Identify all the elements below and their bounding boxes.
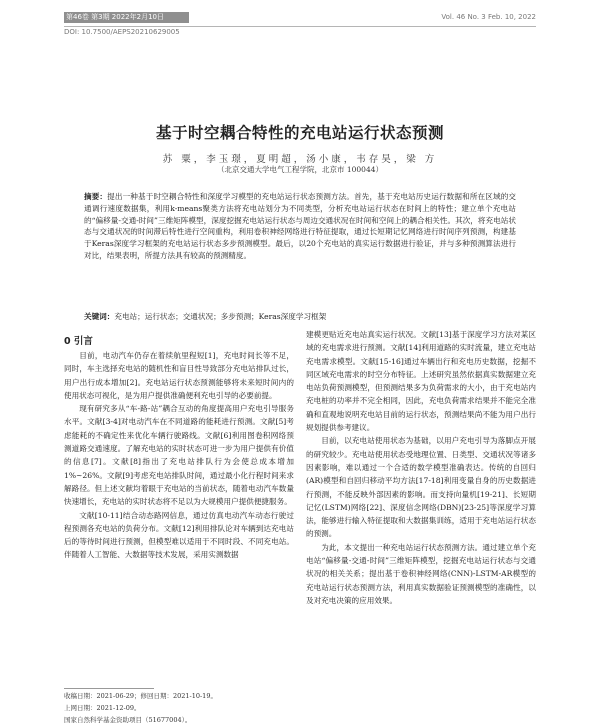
right-column: [306, 328, 536, 607]
header-volume-en: Vol. 46 No. 3 Feb. 10, 2022: [441, 13, 536, 21]
footnote-online: 上网日期：2021-12-09。: [64, 704, 141, 712]
keywords-text: 充电站；运行状态；交通状况；多步预测；Keras深度学习框架: [114, 312, 327, 321]
paragraph: 目前，以充电站使用状态为基础，以用户充电引导为落脚点开展的研究较少。充电站使用状态受地理位置、日类型、交通状况等诸多因素影响，难以通过一个合适的数学模型准确表达。传统的自回归(AR)模型和自回归移动平均方法[17-18]利用变量自身的历史数据进行预测，不能反映外部因素的影响。而支持向量机[19-21]、长短期记忆(LSTM)网络[22]、深度信念网络(DBN)[23-25]等深度学习算法，能够进行输入特征提取和大数据集训练，适用于充电站运行状态的预测。: [306, 436, 536, 539]
running-header: [0, 0, 600, 28]
paragraph: 为此，本文提出一种充电站运行状态预测方法。通过建立单个充电站“偏移量-交通-时间”三维矩阵模型，挖掘充电站运行状态与交通状况的相关关系；提出基于卷积神经网络(CNN)-LSTM-AR模型的充电站运行状态预测方法，利用真实数据验证预测模型的准确性，以及对充电决策的应用效果。: [306, 542, 536, 605]
keywords-label: 关键词：: [84, 312, 115, 321]
doi[interactable]: DOI: 10.7500/AEPS20210629005: [64, 28, 180, 36]
paper-title: 基于时空耦合特性的充电站运行状态预测: [155, 124, 444, 142]
footnote-funding: 国家自然科学基金资助项目（51677004）。: [64, 716, 192, 724]
left-column: [64, 349, 294, 562]
footnote-received: 收稿日期：2021-06-29；修回日期：2021-10-19。: [64, 692, 217, 700]
section-heading: 0 引言: [64, 336, 93, 347]
footnotes: [64, 690, 296, 726]
keywords: [84, 311, 516, 322]
paragraph: 文献[10-11]结合动态路网信息，通过仿真电动汽车动态行驶过程预测各充电站的负荷分布。文献[12]利用排队论对车辆到达充电站后的等待时间进行预测，但模型难以适用于不同时段、不同充电站。伴随着人工智能、大数据等技术发展，采用实测数据: [64, 510, 294, 560]
header-issue: 第46卷 第3期 2022年2月10日: [66, 13, 164, 21]
paragraph: 目前，电动汽车仍存在着续航里程短[1]，充电时间长等不足，同时，车主选择充电站的随机性和盲目性导致部分充电站排队过长，用户出行成本增加[2]。充电站运行状态预测能够将未来短时间内的使用状态可视化，是为用户提供准确便利充电引导的必要前提。: [64, 351, 294, 400]
abstract: [84, 191, 516, 262]
abstract-text: 提出一种基于时空耦合特性和深度学习模型的充电站运行状态预测方法。首先，基于充电站历史运行数据和所在区域的交通调行速度数据集，利用k-means聚类方法将充电站划分为不同类型，分析充电站运行状态在时间上的特性；建立单个充电站的“偏移量-交通-时间”三维矩阵模型，深度挖掘充电站运行状态与周边交通状况在时间和空间上的耦合相关性。其次，将充电站状态与交通状况的时间滞后特性进行空间重构，利用卷积神经网络进行特征提取，通过长短期记忆网络进行时间序列预测，构建基于Keras深度学习框架的充电站运行状态多步预测模型。最后，以20个充电站的真实运行数据进行验证，并与多种预测算法进行对比，结果表明，所提方法具有较高的预测精度。: [84, 192, 517, 260]
paragraph: 建模更贴近充电站真实运行状况。文献[13]基于深度学习方法对某区域的充电需求进行预测。文献[14]利用道路的实时流量，建立充电站充电需求模型。文献[15-16]通过车辆出行和充电历史数据，挖掘不同区域充电需求的时空分布特征。上述研究虽然依据真实数据建立充电站负荷预测模型，但预测结果多为负荷需求的大小，由于充电站内充电桩的功率并不完全相同，因此，充电负荷需求结果并不能完全准确和直观地说明充电站目前的运行状态，预测结果尚不能为用户出行规划提供参考建议。: [306, 330, 536, 433]
affiliation: （北京交通大学电气工程学院，北京市 100044）: [216, 165, 383, 174]
authors: 苏 粟，李玉璟，夏明超，汤小康，韦存昊，梁 方: [162, 154, 438, 165]
paragraph: 现有研究多从“车-路-站”耦合互动的角度提高用户充电引导服务水平。文献[3-4]对电动汽车在不同道路的能耗进行预测。文献[5]考虑能耗的不确定性来优化车辆行驶路线。文献[6]利用图卷积网络预测道路交通速度。了解充电站的实时状态可进一步为用户提供有价值的信息[7]。文献[8]指出了充电站排队行为会使总成本增加1%~26%。文献[9]考虑充电站排队时间，通过最小化行程时间来求解路径。但上述文献均着眼于充电站的当前状态，随着电动汽车数量快速增长，充电站的实时状态将不足以为大规模用户提供便捷服务。: [64, 404, 294, 507]
footnote-rule: [64, 688, 154, 689]
abstract-label: 摘要：: [84, 192, 108, 201]
header-rule: [64, 26, 536, 27]
